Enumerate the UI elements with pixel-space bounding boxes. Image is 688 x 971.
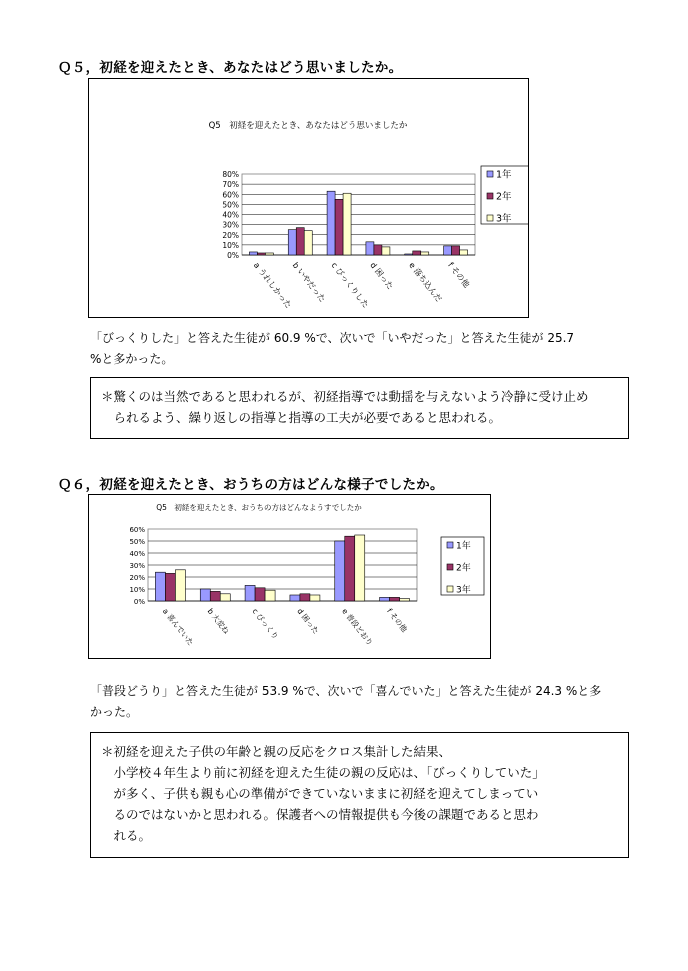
category-label: a 喜んでいた [160,606,196,648]
legend-swatch [447,564,453,570]
legend-label: 1年 [496,169,512,181]
bar-2-4 [374,245,382,255]
bar-2-6 [390,597,400,601]
legend-swatch [487,215,493,221]
category-label: c びっくりした [329,260,371,310]
q5-note-box [90,377,629,439]
q6-result-line-2: かった。 [90,705,139,719]
category-label: a うれしかった [251,260,294,310]
q5-note-line-2: られるよう、繰り返しの指導と指導の工夫が必要であると思われる。 [101,410,502,425]
q5-heading: Ｑ５，初経を迎えたとき、あなたはどう思いましたか。 [58,60,403,76]
bar-3-4 [382,247,390,255]
y-tick-label: 80% [222,170,239,179]
y-tick-label: 40% [222,210,239,220]
category-label: f その他 [446,260,472,290]
category-label: b いやだった [290,260,328,304]
q5-bar-chart [89,79,528,317]
legend-swatch [447,586,453,592]
bar-1-4 [366,242,374,255]
y-tick-label: 20% [222,230,239,240]
q6-note-line-2: 小学校４年生より前に初経を迎えた生徒の親の反応は、「びっくりしていた」 [101,765,545,780]
bar-3-3 [265,590,275,601]
bar-3-2 [304,231,312,255]
q5-chart-frame [88,78,529,318]
y-tick-label: 60% [129,526,145,534]
q6-note-line-3: が多く、子供も親も心の準備ができていないままに初経を迎えてしまってい [101,786,539,801]
bar-3-5 [421,252,429,255]
q6-result-text [90,681,601,723]
bar-2-6 [452,246,460,255]
bar-2-1 [165,573,175,601]
q5-result-line-2: %と多かった。 [90,352,174,366]
y-tick-label: 30% [129,562,145,570]
legend-label: 3年 [496,213,512,225]
legend-swatch [487,193,493,199]
bar-2-3 [335,199,343,255]
bar-1-6 [444,246,452,255]
y-tick-label: 30% [222,220,239,230]
category-label: b 大変ね [205,606,232,636]
category-label: d 困った [295,606,321,636]
y-tick-label: 10% [222,240,239,250]
y-tick-label: 10% [129,586,145,594]
q6-heading: Ｑ６，初経を迎えたとき、おうちの方はどんな様子でしたか。 [58,477,444,493]
legend-label: 1年 [456,541,471,552]
bar-2-1 [257,253,265,255]
q6-result-line-1: 「普段どうり」と答えた生徒が 53.9 %で、次いで「喜んでいた」と答えた生徒が 24.3 %と多 [90,684,602,698]
bar-3-5 [355,535,365,601]
category-label: e 落ち込んだ [407,260,444,304]
y-tick-label: 60% [222,190,239,200]
y-tick-label: 50% [129,538,145,546]
legend-label: 2年 [456,563,471,574]
bar-1-1 [249,252,257,255]
bar-2-3 [255,588,265,601]
y-tick-label: 50% [222,200,239,210]
chart-title: Q5 初経を迎えたとき、あなたはどう思いましたか [208,121,408,131]
legend-label: 2年 [496,191,512,203]
bar-2-5 [413,251,421,255]
legend-swatch [447,542,453,548]
category-label: e 普段どおり [340,606,375,648]
bar-3-3 [343,193,351,255]
q6-chart-frame [88,494,491,659]
bar-3-6 [460,250,468,255]
bar-2-2 [296,228,304,255]
bar-3-4 [310,595,320,601]
q6-note-line-1: ＊初経を迎えた子供の年齢と親の反応をクロス集計した結果、 [101,744,452,759]
y-tick-label: 20% [129,574,145,582]
y-tick-label: 0% [227,251,239,260]
bar-2-2 [210,591,220,601]
bar-1-2 [200,589,210,601]
bar-2-4 [300,594,310,601]
bar-1-3 [327,191,335,255]
q6-note-box [90,732,629,858]
q5-note-line-1: ＊驚くのは当然であると思われるが、初経指導では動揺を与えないよう冷静に受け止め [101,389,589,404]
category-label: c びっくり [250,606,281,642]
bar-1-3 [245,585,255,601]
category-label: d 困った [368,260,395,292]
category-label: f その他 [385,606,410,634]
legend-swatch [487,171,493,177]
q5-result-line-1: 「びっくりした」と答えた生徒が 60.9 %で、次いで「いやだった」と答えた生徒が 25.7 [90,331,575,345]
bar-1-5 [405,254,413,255]
y-tick-label: 70% [222,180,239,190]
legend-label: 3年 [456,585,471,596]
bar-1-5 [335,541,345,601]
bar-3-2 [220,594,230,601]
q6-note-line-5: れる。 [101,828,152,843]
q6-note-line-4: るのではないかと思われる。保護者への情報提供も今後の課題であると思わ [101,807,539,822]
bar-1-4 [290,595,300,601]
bar-2-5 [345,536,355,601]
q6-bar-chart [89,495,490,658]
bar-3-1 [265,253,273,255]
chart-title: Q5 初経を迎えたとき、おうちの方はどんなようすでしたか [156,503,362,512]
q5-result-text [90,328,574,370]
bar-1-6 [380,597,390,601]
y-tick-label: 40% [129,550,145,558]
bar-3-1 [175,570,185,601]
y-tick-label: 0% [133,598,145,606]
bar-3-6 [400,599,410,601]
bar-1-1 [155,572,165,601]
bar-1-2 [288,230,296,255]
